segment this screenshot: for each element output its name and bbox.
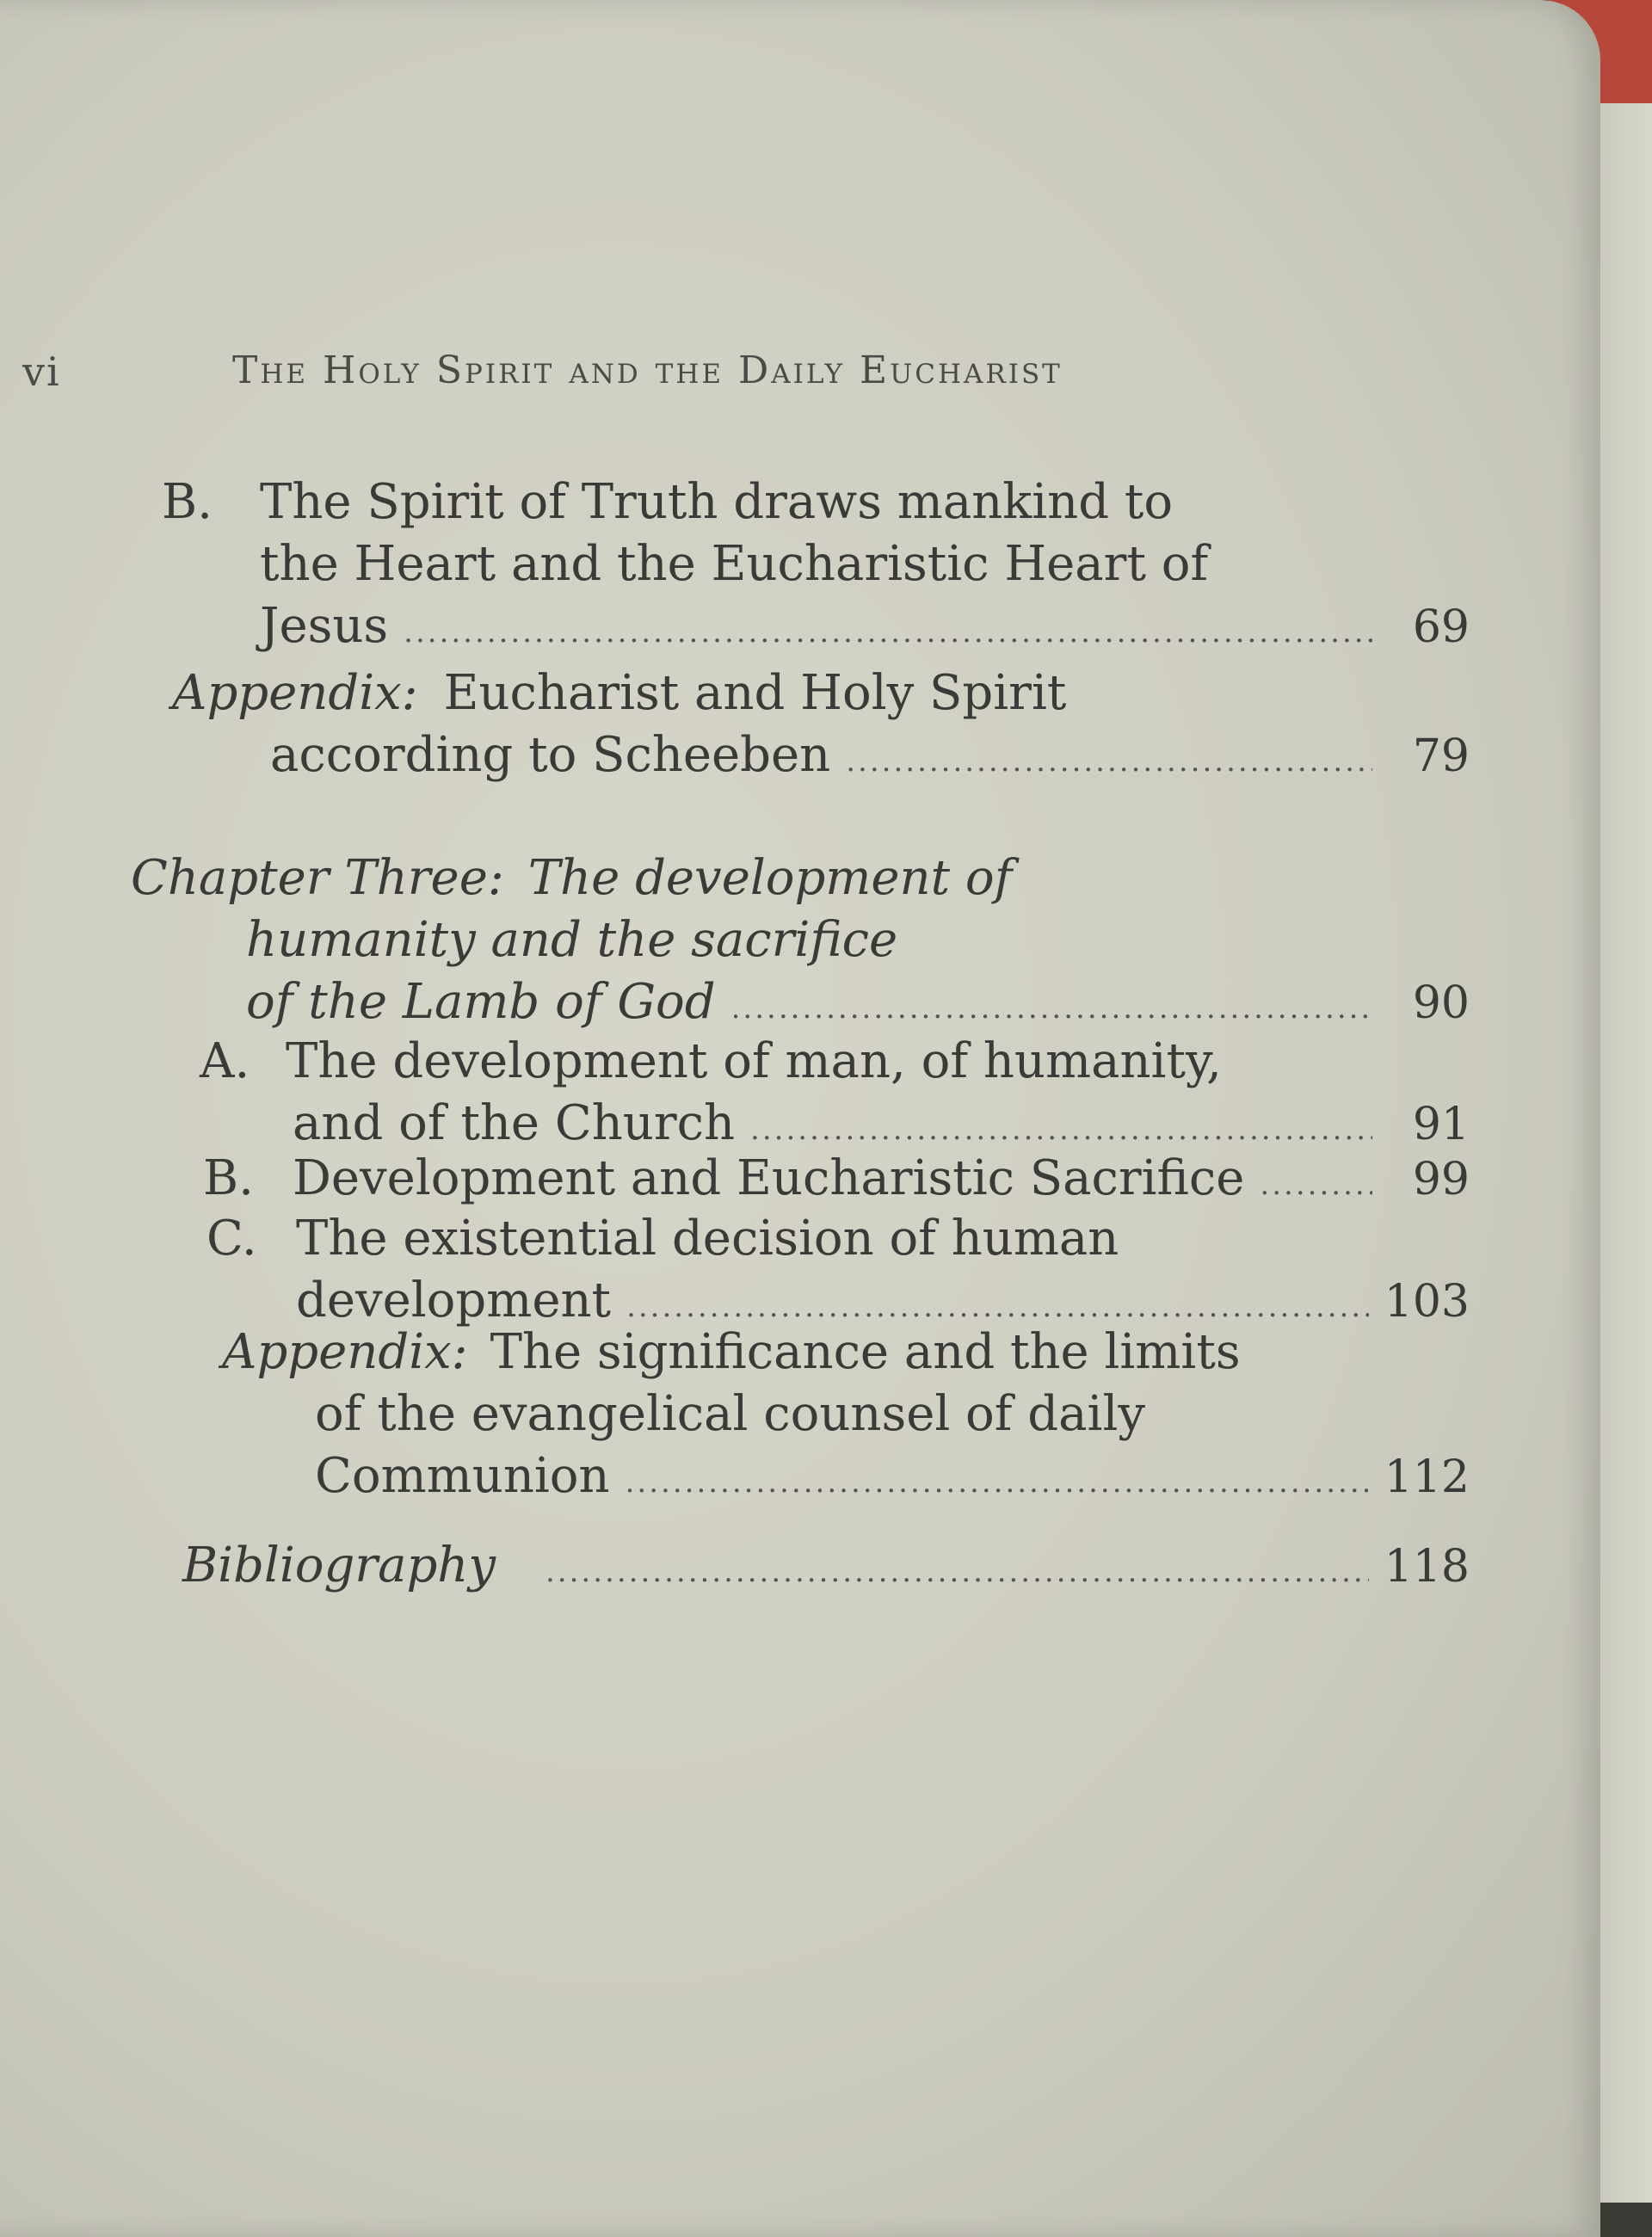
toc-page-number: 103	[1384, 1276, 1470, 1328]
toc-entry	[162, 471, 1470, 663]
toc-entry-marker: Bibliography	[182, 1538, 496, 1593]
dot-leader	[626, 1451, 1369, 1513]
toc-entry-marker: Chapter Three:	[131, 850, 504, 906]
toc-entry-marker: A.	[200, 1033, 250, 1089]
toc-entry-line: of the Lamb of God	[246, 974, 716, 1030]
running-head-title: The Holy Spirit and the Daily Eucharist	[232, 348, 1063, 392]
toc-page-number: 79	[1412, 730, 1470, 782]
toc-entry	[200, 1031, 1470, 1161]
toc-entry-marker: B.	[203, 1150, 254, 1206]
toc-page-number: 90	[1412, 977, 1470, 1029]
toc-entry-line: according to Scheeben	[270, 727, 831, 783]
toc-entry-line: development	[296, 1273, 612, 1328]
toc-entry	[222, 1322, 1470, 1513]
toc-page-number: 99	[1412, 1154, 1470, 1205]
toc-entry-marker: B.	[162, 474, 213, 530]
toc-entry-marker: Appendix:	[172, 665, 418, 721]
toc-page-number: 118	[1384, 1541, 1470, 1593]
toc-page-number: 91	[1412, 1099, 1470, 1150]
toc-entry-line: The development of man, of humanity,	[286, 1033, 1222, 1089]
toc-entry-line: Eucharist and Holy Spirit	[443, 665, 1067, 721]
toc-entry-marker: C.	[206, 1211, 257, 1266]
toc-entry-line: the Heart and the Eucharistic Heart of	[260, 536, 1209, 592]
toc-page-number: 69	[1412, 601, 1470, 653]
toc-entry-line: The significance and the limits	[490, 1324, 1241, 1380]
toc-chapter-entry	[131, 847, 1470, 1039]
page-folio: vi	[22, 348, 61, 395]
toc-entry-line: and of the Church	[293, 1095, 736, 1151]
toc-entry	[206, 1208, 1470, 1338]
running-head	[17, 348, 1359, 409]
toc-entry-line: of the evangelical counsel of daily	[315, 1386, 1145, 1442]
toc-entry-line: The development of	[527, 850, 1013, 906]
toc-entry-line: The Spirit of Truth draws mankind to	[260, 474, 1174, 530]
toc-entry-marker: Appendix:	[222, 1324, 468, 1380]
toc-entry-line: humanity and the sacrifice	[246, 912, 898, 968]
toc-entry	[182, 1535, 1470, 1603]
background-next-page-edge	[1592, 103, 1652, 2203]
toc-entry-line: The existential decision of human	[296, 1211, 1119, 1266]
dot-leader	[546, 1541, 1369, 1603]
toc-entry-line: Communion	[315, 1448, 610, 1504]
toc-page-number: 112	[1384, 1451, 1470, 1503]
dot-leader	[404, 601, 1372, 663]
toc-entry-line: Development and Eucharistic Sacrifice	[293, 1150, 1245, 1206]
toc-entry	[203, 1148, 1470, 1216]
dot-leader	[846, 730, 1372, 792]
dot-leader	[1260, 1154, 1372, 1216]
toc-entry	[172, 662, 1470, 792]
toc-entry-line: Jesus	[260, 598, 389, 654]
